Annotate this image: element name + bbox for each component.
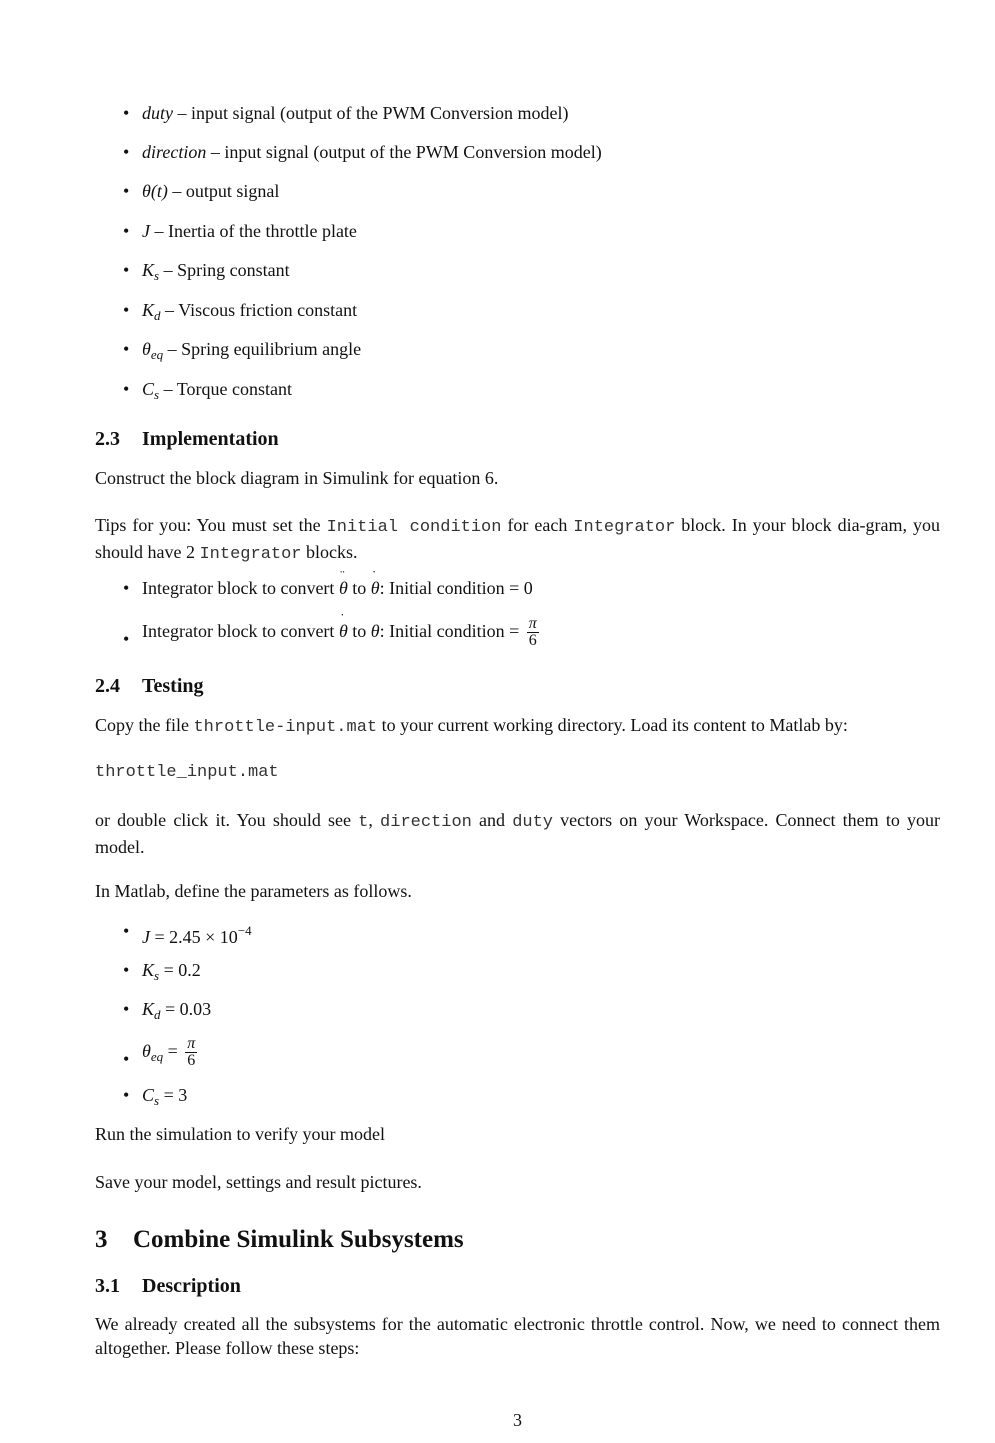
bullet-icon: •: [123, 181, 130, 201]
section-heading-3-1: 3.1 Description: [95, 1275, 241, 1297]
inline-code: Initial condition: [326, 518, 502, 537]
paragraph: or double click it. You should see t, direction and duty vectors on your Workspace. Connect them to your model.: [95, 810, 940, 857]
bullet-icon: •: [123, 1085, 130, 1105]
bullet-icon: •: [123, 221, 130, 241]
paragraph: In Matlab, define the parameters as follows.: [95, 881, 412, 901]
page-number: 3: [513, 1410, 522, 1430]
bullet-icon: •: [123, 999, 130, 1019]
bullet-icon: •: [123, 960, 130, 980]
bullet-icon: •: [123, 142, 130, 162]
fraction: $\frac{\pi}{6}$: [187, 1035, 196, 1070]
bullet-icon: •: [123, 379, 130, 399]
bullet-icon: •: [123, 629, 130, 649]
inline-code: duty: [512, 813, 554, 832]
tips-paragraph: Tips for you: You must set the Initial condition for each Integrator block. In your block dia-gram, you should have 2 Integrator blocks.: [95, 515, 940, 564]
bullet-icon: •: [123, 921, 130, 941]
bullet-icon: •: [123, 260, 130, 280]
bullet-icon: •: [123, 339, 130, 359]
paragraph: We already created all the subsystems for the automatic electronic throttle control. Now, we need to connect them altogether. Please follow these steps:: [95, 1314, 940, 1358]
inline-code: direction: [380, 813, 472, 832]
inline-code: t: [358, 813, 369, 832]
paragraph: Save your model, settings and result pictures.: [95, 1172, 422, 1192]
fraction: $\frac{\pi}{6}$: [528, 615, 537, 650]
bullet-icon: •: [123, 578, 130, 598]
bullet-icon: •: [123, 103, 130, 123]
inline-code: Integrator: [199, 545, 302, 564]
section-heading-2-3: 2.3 Implementation: [95, 428, 279, 450]
section-heading-2-4: 2.4 Testing: [95, 675, 204, 697]
section-heading-3: 3 Combine Simulink Subsystems: [95, 1226, 464, 1253]
paragraph: Run the simulation to verify your model: [95, 1124, 385, 1144]
bullet-icon: •: [123, 300, 130, 320]
bullet-icon: •: [123, 1049, 130, 1069]
paragraph: Copy the file throttle-input.mat to your current working directory. Load its content to Matlab by:: [95, 715, 848, 737]
code-line: throttle_input.mat: [95, 763, 279, 782]
paragraph: Construct the block diagram in Simulink for equation 6.: [95, 468, 499, 488]
inline-code: throttle-input.mat: [193, 718, 378, 737]
inline-code: Integrator: [573, 518, 676, 537]
